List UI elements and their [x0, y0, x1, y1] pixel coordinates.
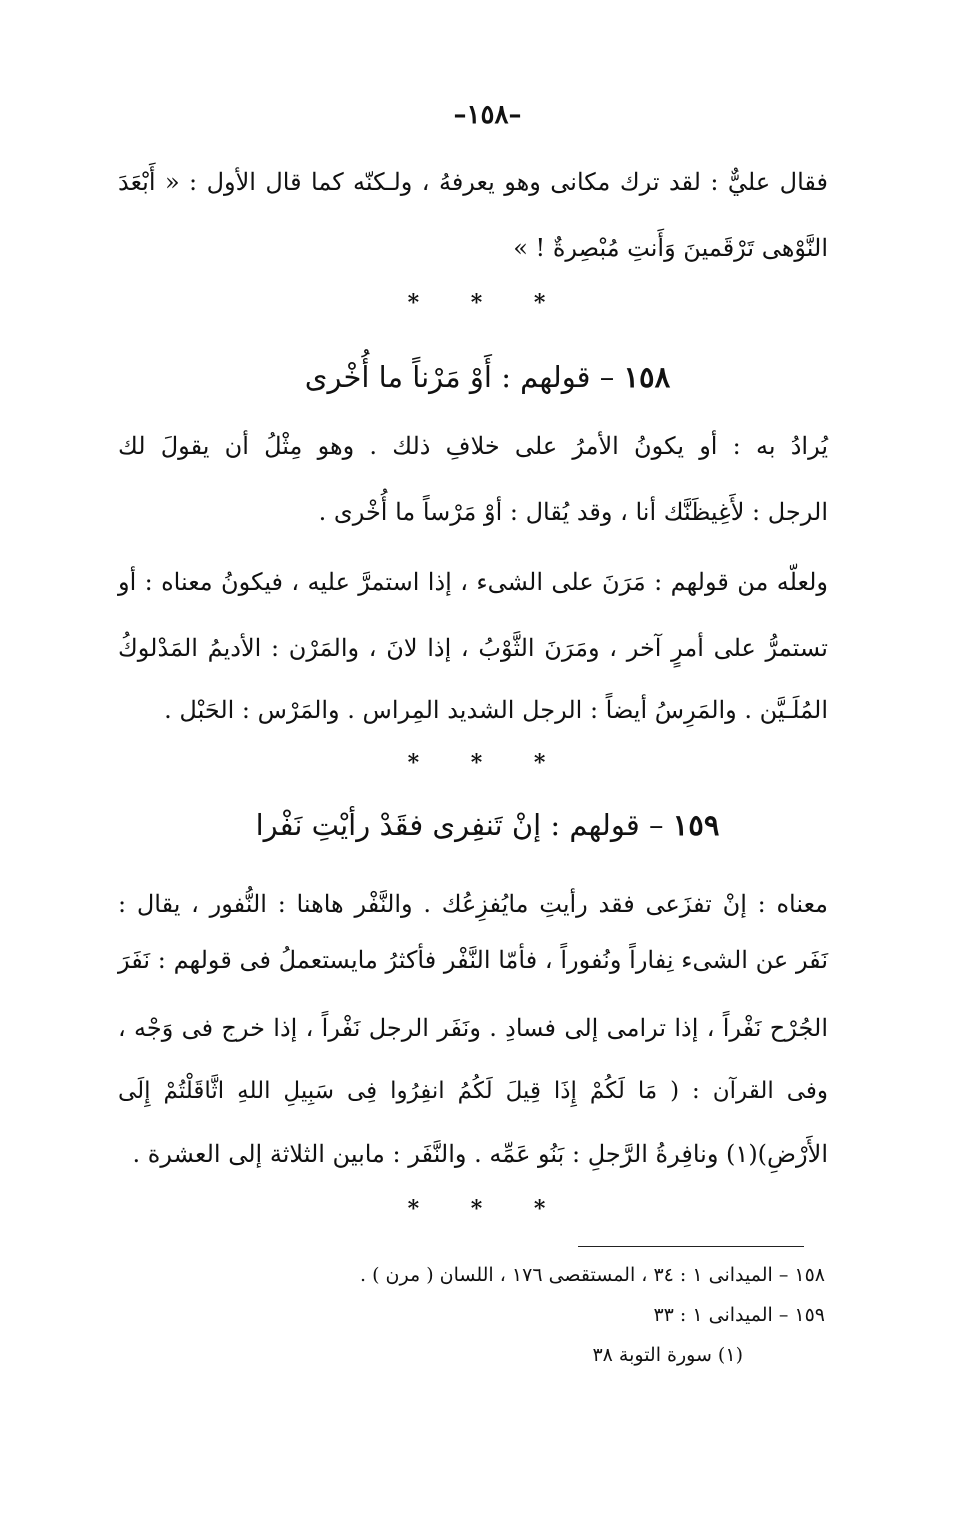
entry-158-title: قولهم : أَوْ مَرْناً ما أُخْرى: [304, 360, 591, 394]
entry-159-dash: –: [648, 808, 664, 842]
entry-158-dash: –: [599, 360, 615, 394]
entry-158-line: يُرادُ به : أو يكونُ الأمرُ على خلافِ ذلك . وهو مِثْلُ أن يقولَ لك: [118, 432, 828, 460]
section-separator-1: * * *: [407, 290, 568, 316]
footnote-159: ١٥٩ – الميدانى ١ : ٣٣: [653, 1304, 825, 1326]
section-separator-3: * * *: [407, 1196, 568, 1222]
entry-159-heading: [0, 808, 975, 842]
entry-159-line: نَفَر عن الشىء نِفاراً ونُفوراً ، فأمّا النَّفْر فأكثرُ مايستعملُ فى قولهم : نَفَرَ: [118, 946, 828, 974]
entry-159-line: الأَرْضِ)(١) ونافِرةُ الرَّجلِ : بَنُو عَمِّه . والنَّفَر : مابين الثلاثة إلى العشرة .: [132, 1140, 828, 1168]
footnote-1: (١) سورة التوبة ٣٨: [592, 1344, 743, 1366]
entry-159-line: وفى القرآن : ( مَا لَكُمْ إِذَا قِيلَ لَكُمُ انفِرُوا فِى سَبِيلِ اللهِ اثَّاقَلْتُمْ إِلَى: [118, 1078, 828, 1104]
entry-158-line: تستمرُّ على أمرٍ آخر ، ومَرَنَ الثَّوْبُ ، إذا لانَ ، والمَرْن : الأديمُ المَدْلوكُ: [118, 634, 828, 662]
section-separator-2: * * *: [407, 750, 568, 776]
entry-158-line: المُلَـيَّن . والمَرِسُ أيضاً : الرجل الشديد المِراس . والمَرْس : الحَبْل .: [164, 696, 828, 724]
footnote-158: ١٥٨ – الميدانى ١ : ٣٤ ، المستقصى ١٧٦ ، اللسان ( مرن ) .: [360, 1264, 825, 1286]
intro-line-2: النَّوْهى تَرْقَمينَ وَأَنتِ مُبْصِرةٌ ! »: [513, 234, 828, 262]
entry-159-number: ١٥٩: [672, 808, 720, 842]
entry-158-heading: [0, 360, 975, 394]
entry-159-line: الجُرْح نَفْراً ، إذا ترامى إلى فسادِ . ونَفَر الرجل نَفْراً ، إذا خرج فى وَجْه ،: [118, 1014, 828, 1042]
page-number: –١٥٨–: [453, 100, 522, 130]
entry-158-number: ١٥٨: [623, 360, 671, 394]
intro-line-1: فقال عليٌّ : لقد ترك مكانى وهو يعرفهُ ، ولـكنّه كما قال الأول : « أَبْعَدَ: [118, 168, 828, 196]
entry-158-line: الرجل : لأَغِيظَنَّك أنا ، وقد يُقال : أوْ مَرْساً ما أُخْرى .: [318, 498, 828, 526]
entry-159-line: معناه : إنْ تفزَعى فقد رأيتِ مايُفزِعُك . والنَّفْر هاهنا : النُّفور ، يقال :: [118, 890, 828, 918]
entry-158-line: ولعلّه من قولهم : مَرَنَ على الشىء ، إذا استمرَّ عليه ، فيكونُ معناه : أو: [118, 568, 828, 596]
entry-159-title: قولهم : إنْ تَنفِرى فقَدْ رأيْتِ نَفْرا: [255, 808, 640, 842]
footnote-rule: [578, 1246, 804, 1247]
